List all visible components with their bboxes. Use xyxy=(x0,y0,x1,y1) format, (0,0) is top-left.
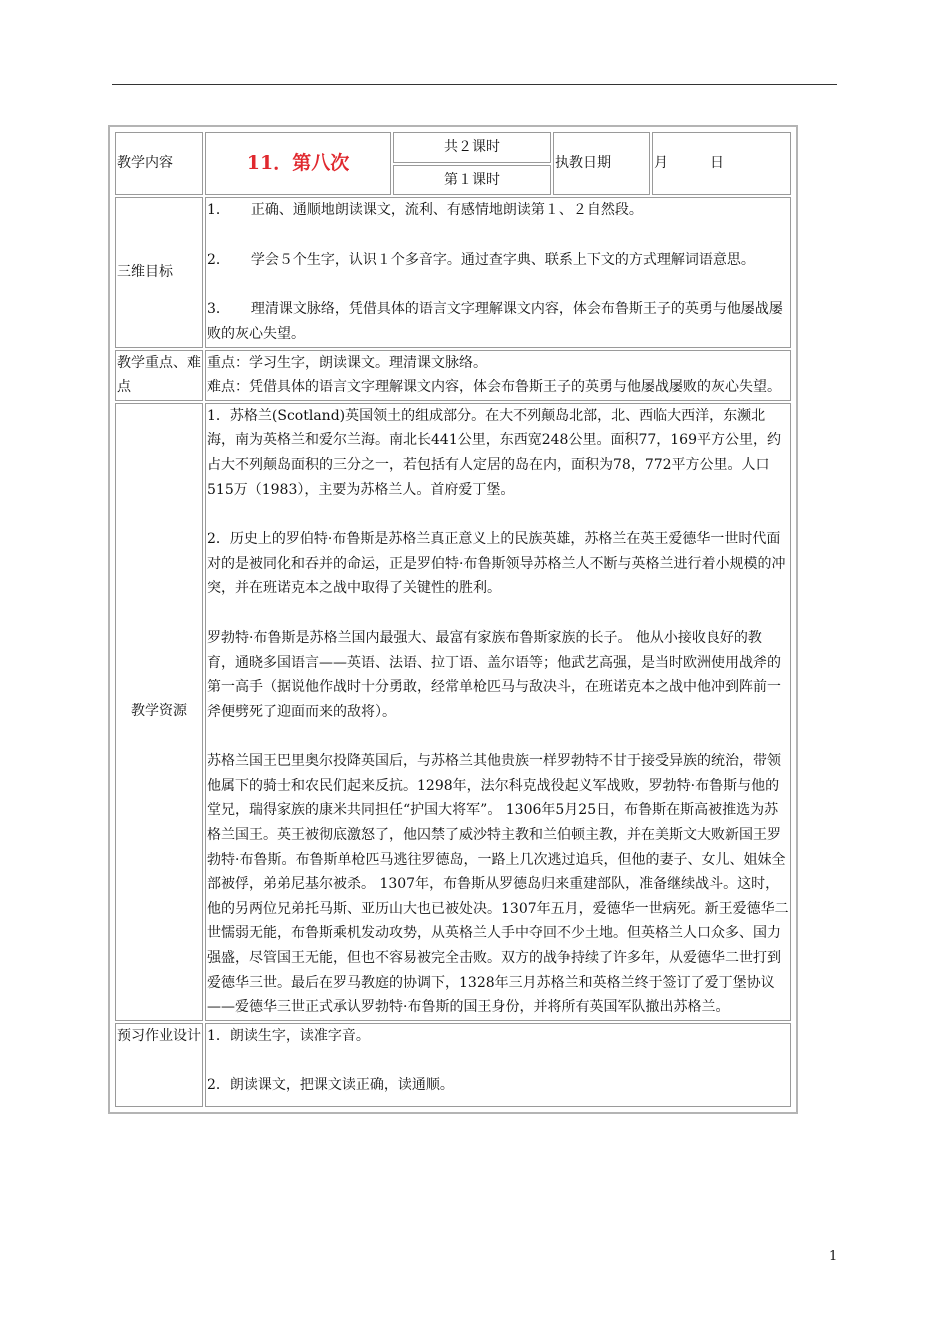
label-date: 执教日期 xyxy=(553,132,650,195)
resources-row xyxy=(115,403,791,1021)
total-hours: 共２课时 xyxy=(393,132,551,163)
resource-paragraph: 罗勃特·布鲁斯是苏格兰国内最强大、最富有家族布鲁斯家族的长子。 他从小接收良好的教育，通晓多国语言——英语、法语、拉丁语、盖尔语等；他武艺高强，是当时欧洲使用战斧的第一高手（据说他作战时十分勇敢，经常单枪匹马与敌决斗，在班诺克本之战中他冲到阵前一斧便劈死了迎面而来的敌将）。 xyxy=(207,629,781,720)
current-hour: 第１课时 xyxy=(393,165,551,196)
header-row xyxy=(115,132,791,163)
homework-item: 2．朗读课文，把课文读正确，读通顺。 xyxy=(207,1077,454,1094)
focus-label: 教学重点、难点 xyxy=(115,350,203,401)
resource-paragraph: 1．苏格兰(Scotland)英国领土的组成部分。在大不列颠岛北部，北、西临大西洋，东濒北海，南为英格兰和爱尔兰海。南北长441公里，东西宽248公里。面积77，169平方公里，约占大不列颠岛面积的三分之一，若包括有人定居的岛在内，面积为78，772平方公里。人口515万（1983），主要为苏格兰人。首府爱丁堡。 xyxy=(207,407,781,498)
resource-paragraph: 苏格兰国王巴里奥尔投降英国后，与苏格兰其他贵族一样罗勃特不甘于接受异族的统治，带领他属下的骑士和农民们起来反抗。1298年，法尔科克战役起义军战败，罗勃特·布鲁斯与他的堂兄，瑞得家族的康米共同担任“护国大将军”。 1306年5月25日，布鲁斯在斯高被推选为苏格兰国王。英王被彻底激怒了，他囚禁了威沙特主教和兰伯顿主教，并在美斯文大败新国王罗勃特·布鲁斯。布鲁斯单枪匹马逃往罗德岛，一路上几次逃过追兵，但他的妻子、女儿、姐妹全部被俘，弟弟尼基尔被杀。 1307年，布鲁斯从罗德岛归来重建部队，准备继续战斗。这时，他的另两位兄弟托马斯、亚历山大也已被处决。1307年五月，爱德华一世病死。新王爱德华二世懦弱无能，布鲁斯乘机发动攻势，从英格兰人手中夺回不少土地。但英格兰人口众多、国力强盛，尽管国王无能，但也不容易被完全击败。双方的战争持续了许多年，从爱德华二世打到爱德华三世。最后在罗马教庭的协调下，1328年三月苏格兰和英格兰终于签订了爱丁堡协议——爱德华三世正式承认罗勃特·布鲁斯的国王身份，并将所有英国军队撤出苏格兰。 xyxy=(207,753,789,1016)
goals-label: 三维目标 xyxy=(115,197,203,347)
page-number: 1 xyxy=(829,1249,838,1264)
key-point: 重点：学习生字，朗读课文。理清课文脉络。 xyxy=(207,354,487,371)
homework-row xyxy=(115,1023,791,1107)
homework-item: 1．朗读生字，读准字音。 xyxy=(207,1027,370,1044)
lesson-title: 11．第八次 xyxy=(205,132,391,195)
focus-content xyxy=(205,350,791,401)
date-value: 月 日 xyxy=(652,132,791,195)
goal-item: 3． 理清课文脉络，凭借具体的语言文字理解课文内容，体会布鲁斯王子的英勇与他屡战屡败的灰心失望。 xyxy=(207,301,783,342)
goals-row xyxy=(115,197,791,347)
resources-label: 教学资源 xyxy=(115,403,203,1021)
resource-paragraph: 2．历史上的罗伯特·布鲁斯是苏格兰真正意义上的民族英雄，苏格兰在英王爱德华一世时代面对的是被同化和吞并的命运，正是罗伯特·布鲁斯领导苏格兰人不断与英格兰进行着小规模的冲突，并在班诺克本之战中取得了关键性的胜利。 xyxy=(207,531,786,597)
lesson-plan-table xyxy=(108,125,798,1114)
goals-content xyxy=(205,197,791,347)
goal-item: 2． 学会５个生字，认识１个多音字。通过查字典、联系上下文的方式理解词语意思。 xyxy=(207,251,755,268)
resources-content xyxy=(205,403,791,1021)
difficulty: 难点：凭借具体的语言文字理解课文内容，体会布鲁斯王子的英勇与他屡战屡败的灰心失望。 xyxy=(207,379,781,396)
lesson-table xyxy=(113,130,793,1109)
goal-item: 1． 正确、通顺地朗读课文，流利、有感情地朗读第１、２自然段。 xyxy=(207,202,643,219)
focus-row xyxy=(115,350,791,401)
label-content: 教学内容 xyxy=(115,132,203,195)
homework-label: 预习作业设计 xyxy=(115,1023,203,1107)
homework-content xyxy=(205,1023,791,1107)
header-rule xyxy=(112,84,837,85)
